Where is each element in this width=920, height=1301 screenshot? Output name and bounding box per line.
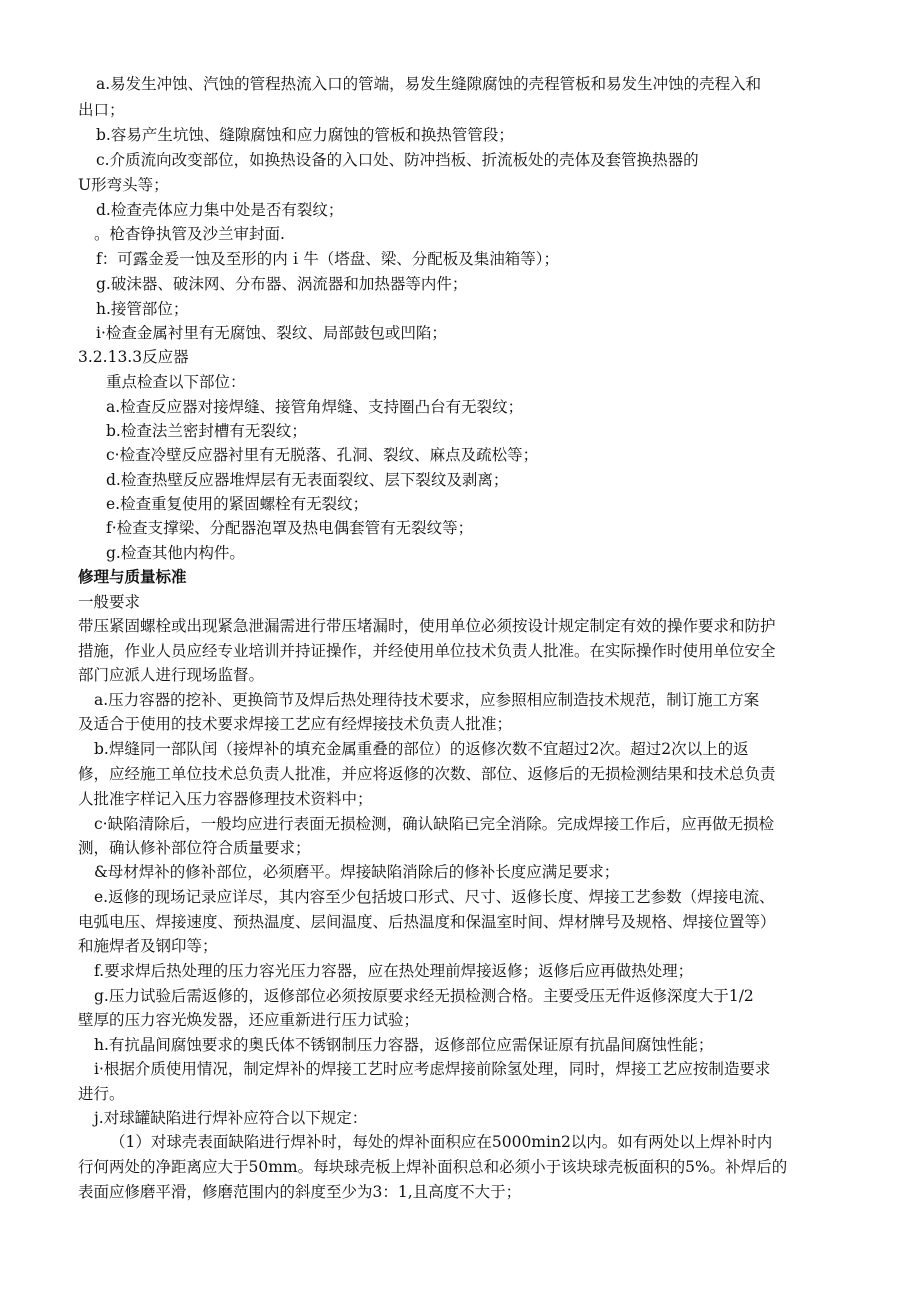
text-line: i·检查金属衬里有无腐蚀、裂纹、局部鼓包或凹陷； <box>96 324 447 342</box>
text-line: U形弯头等； <box>78 176 169 194</box>
text-line: f.要求焊后热处理的压力容光压力容器，应在热处理前焊接返修；返修后应再做热处理； <box>94 962 694 980</box>
section-title: 修理与质量标准 <box>78 568 187 586</box>
section-heading: 3.2.13.3反应器 <box>78 348 189 366</box>
text-line: 修，应经施工单位技术总负责人批准，并应将返修的次数、部位、返修后的无损检测结果和技术总负责 <box>78 765 776 783</box>
text-line: b.检查法兰密封槽有无裂纹； <box>106 422 307 440</box>
text-line: i·根据介质使用情况，制定焊补的焊接工艺时应考虑焊接前除氢处理，同时，焊接工艺应按制造要求 <box>94 1060 771 1078</box>
text-line: 带压紧固螺栓或出现紧急泄漏需进行带压堵漏时，使用单位必须按设计规定制定有效的操作要求和防护 <box>78 617 776 635</box>
text-line: j.对球罐缺陷进行焊补应符合以下规定： <box>94 1109 368 1127</box>
text-line: c·缺陷清除后，一般均应进行表面无损检测，确认缺陷已完全消除。完成焊接工作后，应再做无损检 <box>94 815 775 833</box>
text-line: 人批准字样记入压力容器修理技术资料中； <box>78 790 373 808</box>
text-line: d.检查壳体应力集中处是否有裂纹； <box>96 201 344 219</box>
text-line: 进行。 <box>78 1085 125 1103</box>
text-line: 测，确认修补部位符合质量要求； <box>78 839 311 857</box>
text-line: 部门应派人进行现场监督。 <box>78 666 265 684</box>
text-line: f：可露金爰一蚀及至形的内ｉ牛（塔盘、梁、分配板及集油箱等）； <box>96 250 559 268</box>
text-line: g.压力试验后需返修的，返修部位必须按原要求经无损检测合格。主要受压无件返修深度大于1/2 <box>94 987 754 1005</box>
text-line: 措施，作业人员应经专业培训并持证操作，并经使用单位技术负责人批准。在实际操作时使用单位安全 <box>78 642 776 660</box>
text-line: e.返修的现场记录应详尽，其内容至少包括坡口形式、尺寸、返修长度、焊接工艺参数（焊接电流、 <box>94 888 775 906</box>
subsection-title: 一般要求 <box>78 593 141 611</box>
text-line: 壁厚的压力容光焕发器，还应重新进行压力试验； <box>78 1011 420 1029</box>
text-line: 。枪杳铮执管及沙兰审封面. <box>94 225 285 243</box>
text-line: e.检查重复使用的紧固螺栓有无裂纹； <box>106 495 369 513</box>
text-line: g.破沫器、破沫网、分布器、涡流器和加热器等内件； <box>96 275 468 293</box>
text-line: 电弧电压、焊接速度、预热温度、层间温度、后热温度和保温室时间、焊材牌号及规格、焊接位置等） <box>78 913 776 931</box>
text-line: 行何两处的净距离应大于50mm。每块球壳板上焊补面积总和必须小于该块球壳板面积的5%。补焊后的 <box>78 1158 788 1176</box>
text-line: 和施焊者及钢印等； <box>78 937 218 955</box>
text-line: （1）对球壳表面缺陷进行焊补时，每处的焊补面积应在5000min2以内。如有两处以上焊补时内 <box>110 1133 773 1151</box>
text-line: 及适合于使用的技术要求焊接工艺应有经焊接技术负责人批准； <box>78 715 513 733</box>
text-line: f·检查支撑梁、分配器泡罩及热电偶套管有无裂纹等； <box>106 519 474 537</box>
text-line: h.有抗晶间腐蚀要求的奥氏体不锈钢制压力容器，返修部位应需保证原有抗晶间腐蚀性能； <box>94 1036 714 1054</box>
text-line: 出口； <box>78 101 125 119</box>
text-line: &母材焊补的修补部位，必须磨平。焊接缺陷消除后的修补长度应满足要求； <box>94 863 620 881</box>
text-line: c·检查冷壁反应器衬里有无脱落、孔洞、裂纹、麻点及疏松等； <box>106 446 539 464</box>
text-line: 重点检查以下部位： <box>106 373 246 391</box>
text-line: c.介质流向改变部位，如换热设备的入口处、防冲挡板、折流板处的壳体及套管换热器的 <box>96 151 699 169</box>
text-line: a.压力容器的挖补、更换筒节及焊后热处理待技术要求，应参照相应制造技术规范，制订施工方案 <box>94 691 760 709</box>
text-line: d.检查热壁反应器堆焊层有无表面裂纹、层下裂纹及剥离； <box>106 471 509 489</box>
text-line: 表面应修磨平滑，修磨范围内的斜度至少为3：1,且高度不大于； <box>78 1183 522 1201</box>
text-line: g.检查其他内构件。 <box>106 544 245 562</box>
text-line: b.焊缝同一部队闰（接焊补的填充金属重叠的部位）的返修次数不宜超过2次。超过2次以上的返 <box>94 740 749 758</box>
text-line: a.易发生冲蚀、汽蚀的管程热流入口的管端，易发生缝隙腐蚀的壳程管板和易发生冲蚀的壳程入和 <box>96 75 762 93</box>
text-line: h.接管部位； <box>96 300 189 318</box>
text-line: a.检查反应器对接焊缝、接管角焊缝、支持圈凸台有无裂纹； <box>106 398 524 416</box>
text-line: b.容易产生坑蚀、缝隙腐蚀和应力腐蚀的管板和换热管管段； <box>96 126 514 144</box>
